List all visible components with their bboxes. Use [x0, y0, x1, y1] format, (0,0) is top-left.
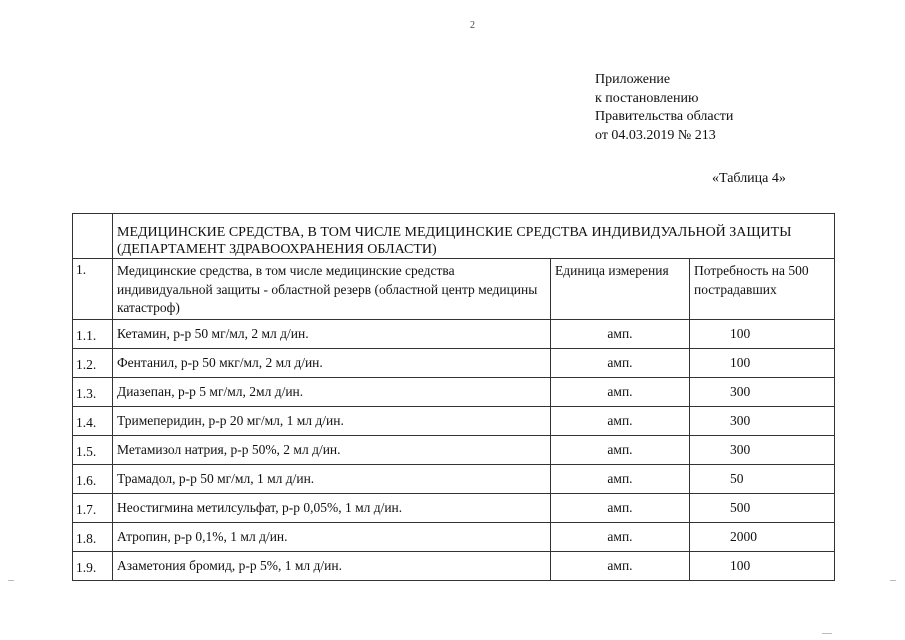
row-quantity: 100 [730, 355, 751, 370]
appendix-line-3: Правительства области [595, 109, 734, 124]
row-number: 1.3. [76, 385, 97, 401]
row-unit-cell [551, 494, 690, 523]
row-name: Метамизол натрия, р-р 50%, 2 мл д/ин. [117, 442, 341, 457]
section-title-cell [113, 214, 835, 259]
table-row [73, 349, 835, 378]
header-name: Медицинские средства, в том числе медицинские средства индивидуальной защиты - областной резерв (областной центр медицины катастроф) [117, 263, 538, 315]
appendix-line-4: от 04.03.2019 № 213 [595, 127, 716, 143]
row-quantity: 50 [730, 471, 744, 486]
header-number-cell [73, 259, 113, 320]
row-unit-cell [551, 523, 690, 552]
row-name: Неостигмина метилсульфат, р-р 0,05%, 1 мл д/ин. [117, 500, 403, 515]
header-need: Потребность на 500 пострадавших [694, 263, 809, 297]
row-quantity: 300 [730, 384, 751, 399]
row-quantity-cell [690, 552, 835, 581]
row-unit-cell [551, 378, 690, 407]
row-number: 1.6. [76, 472, 97, 488]
row-name: Диазепан, р-р 5 мг/мл, 2мл д/ин. [117, 384, 304, 399]
row-name: Тримеперидин, р-р 20 мг/мл, 1 мл д/ин. [117, 413, 344, 428]
row-unit-cell [551, 349, 690, 378]
section-title-row [73, 214, 835, 259]
row-name-cell [113, 436, 551, 465]
row-name-cell [113, 378, 551, 407]
section-title-empty-cell [73, 214, 113, 259]
row-quantity-cell [690, 523, 835, 552]
row-name: Атропин, р-р 0,1%, 1 мл д/ин. [117, 529, 288, 544]
header-unit-cell [551, 259, 690, 320]
row-number-cell [73, 465, 113, 494]
table-row [73, 407, 835, 436]
row-name-cell [113, 320, 551, 349]
row-number-cell [73, 349, 113, 378]
row-unit-cell [551, 552, 690, 581]
header-name-cell [113, 259, 551, 320]
row-unit: амп. [607, 500, 633, 515]
row-name-cell [113, 552, 551, 581]
header-number: 1. [76, 262, 87, 277]
row-number: 1.9. [76, 559, 97, 575]
appendix-header [595, 71, 733, 145]
row-name: Трамадол, р-р 50 мг/мл, 1 мл д/ин. [117, 471, 315, 486]
row-unit-cell [551, 407, 690, 436]
left-edge-mark [8, 580, 14, 581]
table-row [73, 320, 835, 349]
row-unit-cell [551, 436, 690, 465]
row-quantity: 500 [730, 500, 751, 515]
row-quantity-cell [690, 378, 835, 407]
row-name: Азаметония бромид, р-р 5%, 1 мл д/ин. [117, 558, 342, 573]
appendix-line-1: Приложение [595, 72, 671, 87]
row-quantity-cell [690, 407, 835, 436]
header-row [73, 259, 835, 320]
row-unit: амп. [607, 471, 633, 486]
row-number-cell [73, 378, 113, 407]
row-quantity-cell [690, 465, 835, 494]
row-number: 1.4. [76, 414, 97, 430]
row-name-cell [113, 465, 551, 494]
table-row [73, 378, 835, 407]
row-number-cell [73, 494, 113, 523]
row-unit: амп. [607, 355, 633, 370]
row-name-cell [113, 349, 551, 378]
row-name-cell [113, 523, 551, 552]
row-number-cell [73, 523, 113, 552]
row-name-cell [113, 494, 551, 523]
table-row [73, 552, 835, 581]
header-need-cell [690, 259, 835, 320]
page-number: 2 [470, 20, 475, 31]
row-number: 1.5. [76, 443, 97, 459]
table-row [73, 465, 835, 494]
bottom-edge-mark [822, 633, 832, 634]
row-unit: амп. [607, 384, 633, 399]
row-number: 1.1. [76, 327, 97, 343]
row-number: 1.7. [76, 501, 97, 517]
section-title: МЕДИЦИНСКИЕ СРЕДСТВА, В ТОМ ЧИСЛЕ МЕДИЦИНСКИЕ СРЕДСТВА ИНДИВИДУАЛЬНОЙ ЗАЩИТЫ (ДЕПАРТАМЕНТ ЗДРАВООХРАНЕНИЯ ОБЛАСТИ) [117, 225, 792, 257]
row-unit-cell [551, 320, 690, 349]
row-quantity-cell [690, 494, 835, 523]
table-row [73, 523, 835, 552]
row-quantity: 2000 [730, 529, 757, 544]
row-unit: амп. [607, 326, 633, 341]
row-quantity-cell [690, 436, 835, 465]
row-quantity-cell [690, 349, 835, 378]
row-name-cell [113, 407, 551, 436]
row-unit-cell [551, 465, 690, 494]
row-quantity-cell [690, 320, 835, 349]
right-edge-mark [890, 580, 896, 581]
row-name: Фентанил, р-р 50 мкг/мл, 2 мл д/ин. [117, 355, 323, 370]
row-number-cell [73, 320, 113, 349]
row-unit: амп. [607, 442, 633, 457]
row-unit: амп. [607, 558, 633, 573]
row-quantity: 300 [730, 413, 751, 428]
table-row [73, 494, 835, 523]
header-unit: Единица измерения [555, 263, 669, 278]
row-unit: амп. [607, 413, 633, 428]
row-name: Кетамин, р-р 50 мг/мл, 2 мл д/ин. [117, 326, 309, 341]
table-caption: «Таблица 4» [712, 171, 786, 186]
row-unit: амп. [607, 529, 633, 544]
row-number-cell [73, 552, 113, 581]
table-row [73, 436, 835, 465]
row-quantity: 300 [730, 442, 751, 457]
row-number: 1.2. [76, 356, 97, 372]
appendix-line-2: к постановлению [595, 90, 699, 106]
resource-table [72, 213, 835, 581]
row-quantity: 100 [730, 558, 751, 573]
row-quantity: 100 [730, 326, 751, 341]
row-number: 1.8. [76, 530, 97, 546]
row-number-cell [73, 436, 113, 465]
row-number-cell [73, 407, 113, 436]
